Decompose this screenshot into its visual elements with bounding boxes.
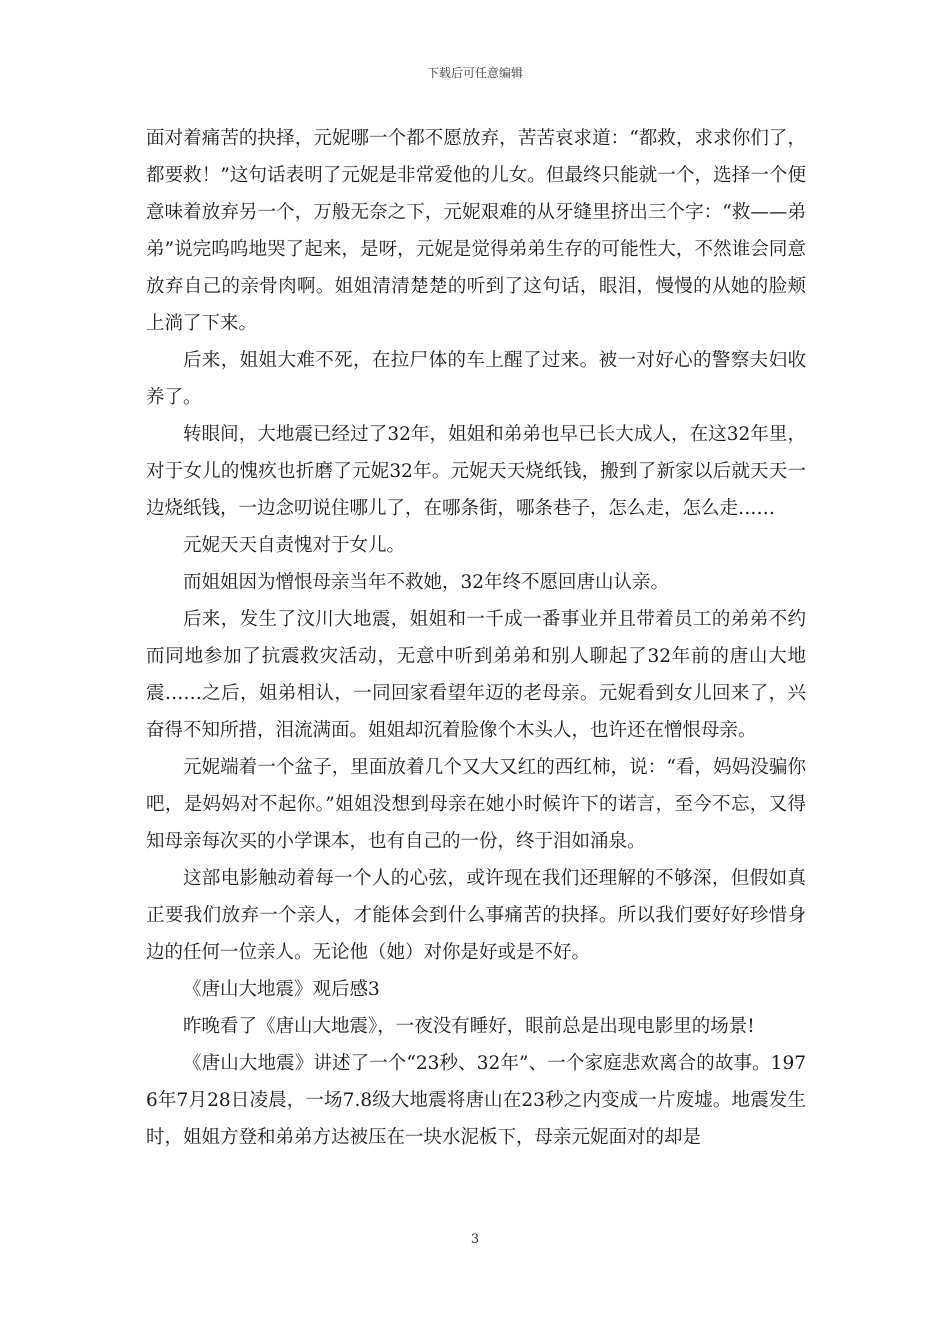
paragraph-9: 昨晚看了《唐山大地震》，一夜没有睡好，眼前总是出现电影里的场景! — [183, 1016, 755, 1037]
paragraph-6: 后来，发生了汶川大地震，姐姐和一千成一番事业并且带着员工的弟弟不约而同地参加了抗震救灾活动，无意中听到弟弟和别人聊起了32年前的唐山大地震……之后，姐弟相认，一同回家看望年迈的老母亲。元妮看到女儿回来了，兴奋得不知所措，泪流满面。姐姐却沉着脸像个木头人，也许还在憎恨母亲。 — [146, 609, 806, 741]
section-heading: 《唐山大地震》观后感3 — [183, 979, 380, 1000]
paragraph-3: 转眼间，大地震已经过了32年，姐姐和弟弟也早已长大成人，在这32年里，对于女儿的愧疚也折磨了元妮32年。元妮天天烧纸钱，搬到了新家以后就天天一边烧纸钱，一边念叨说住哪儿了，在哪条街，哪条巷子，怎么走，怎么走…… — [146, 424, 806, 519]
paragraph-8: 这部电影触动着每一个人的心弦，或许现在我们还理解的不够深，但假如真正要我们放弃一个亲人，才能体会到什么事痛苦的抉择。所以我们要好好珍惜身边的任何一位亲人。无论他（她）对你是好或是不好。 — [146, 868, 806, 963]
paragraph-2: 后来，姐姐大难不死，在拉尸体的车上醒了过来。被一对好心的警察夫妇收养了。 — [146, 350, 806, 408]
paragraph-5: 而姐姐因为憎恨母亲当年不救她，32年终不愿回唐山认亲。 — [183, 572, 670, 593]
document-body — [146, 120, 806, 1156]
page-header: 下载后可任意编辑 — [426, 66, 523, 80]
paragraph-1: 面对着痛苦的抉择，元妮哪一个都不愿放弃，苦苦哀求道：“都救，求求你们了，都要救！”这句话表明了元妮是非常爱他的儿女。但最终只能就一个，选择一个便意味着放弃另一个，万般无奈之下，元妮艰难的从牙缝里挤出三个字：“救——弟弟”说完呜呜地哭了起来，是呀，元妮是觉得弟弟生存的可能性大，不然谁会同意放弃自己的亲骨肉啊。姐姐清清楚楚的听到了这句话，眼泪，慢慢的从她的脸颊上淌了下来。 — [146, 128, 806, 334]
paragraph-4: 元妮天天自责愧对于女儿。 — [183, 535, 406, 556]
page-number: 3 — [470, 1232, 480, 1247]
paragraph-7: 元妮端着一个盆子，里面放着几个又大又红的西红柿，说：“看，妈妈没骗你吧，是妈妈对不起你。”姐姐没想到母亲在她小时候许下的诺言，至今不忘，又得知母亲每次买的小学课本，也有自己的一份，终于泪如涌泉。 — [146, 757, 806, 852]
paragraph-10: 《唐山大地震》讲述了一个“23秒、32年”、一个家庭悲欢离合的故事。1976年7月28日凌晨，一场7.8级大地震将唐山在23秒之内变成一片废墟。地震发生时，姐姐方登和弟弟方达被压在一块水泥板下，母亲元妮面对的却是 — [146, 1053, 806, 1148]
